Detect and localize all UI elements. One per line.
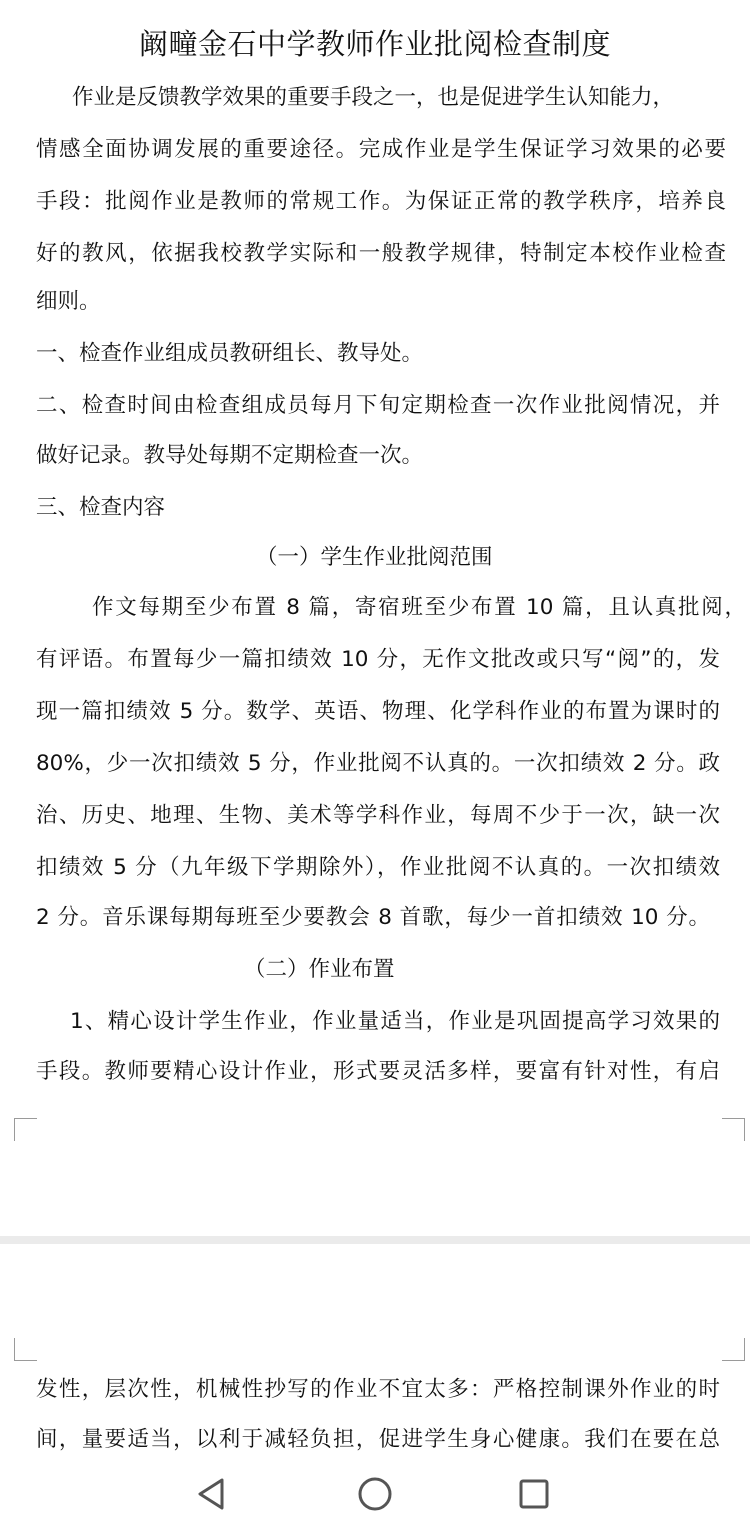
page-corner-mark: [14, 1118, 37, 1141]
page-corner-mark: [722, 1118, 745, 1141]
paragraph-line: 有评语。布置每少一篇扣绩效 10 分，无作文批改或只写“阅”的，发: [36, 647, 720, 672]
paragraph-line: 扣绩效 5 分（九年级下学期除外），作业批阅不认真的。一次扣绩效: [36, 855, 720, 880]
subsection-heading-2: （二）作业布置: [244, 957, 395, 982]
page-corner-mark: [14, 1338, 37, 1361]
paragraph-line: 发性，层次性，机械性抄写的作业不宜太多：严格控制课外作业的时: [36, 1377, 720, 1402]
paragraph-line: 间，量要适当，以利于减轻负担，促进学生身心健康。我们在要在总: [36, 1427, 720, 1452]
section-heading-1: 一、检查作业组成员教研组长、教导处。: [36, 341, 424, 366]
recents-icon[interactable]: [512, 1472, 556, 1516]
paragraph-line: 手段：批阅作业是教师的常规工作。为保证正常的教学秩序，培养良: [36, 189, 726, 214]
home-icon[interactable]: [353, 1472, 397, 1516]
page-separator: [0, 1236, 750, 1244]
paragraph-line: 手段。教师要精心设计作业，形式要灵活多样，要富有针对性，有启: [36, 1059, 720, 1084]
paragraph-line: 2 分。音乐课每期每班至少要教会 8 首歌，每少一首扣绩效 10 分。: [36, 905, 710, 930]
subsection-heading-1: （一）学生作业批阅范围: [256, 545, 493, 570]
paragraph-line: 做好记录。教导处每期不定期检查一次。: [36, 443, 424, 468]
paragraph-line: 细则。: [36, 289, 101, 314]
paragraph-line: 好的教风，依据我校教学实际和一般教学规律，特制定本校作业检查: [36, 241, 726, 266]
section-heading-3: 三、检查内容: [36, 495, 166, 520]
paragraph-line: 1、精心设计学生作业，作业量适当，作业是巩固提高学习效果的: [70, 1009, 720, 1034]
paragraph-line: 作文每期至少布置 8 篇，寄宿班至少布置 10 篇，且认真批阅，: [92, 595, 746, 620]
paragraph-line: 作业是反馈教学效果的重要手段之一，也是促进学生认知能力，: [72, 85, 675, 110]
system-navigation-bar: [0, 1452, 750, 1536]
paragraph-line: 二、检查时间由检查组成员每月下旬定期检查一次作业批阅情况，并: [36, 393, 720, 418]
document-title: 阚疃金石中学教师作业批阅检查制度: [138, 27, 611, 61]
paragraph-line: 情感全面协调发展的重要途径。完成作业是学生保证学习效果的必要: [36, 137, 726, 162]
paragraph-line: 治、历史、地理、生物、美术等学科作业，每周不少于一次，缺一次: [36, 803, 720, 828]
back-icon[interactable]: [190, 1472, 234, 1516]
page-corner-mark: [722, 1338, 745, 1361]
paragraph-line: 现一篇扣绩效 5 分。数学、英语、物理、化学科作业的布置为课时的: [36, 699, 720, 724]
paragraph-line: 80%，少一次扣绩效 5 分，作业批阅不认真的。一次扣绩效 2 分。政: [36, 751, 720, 776]
